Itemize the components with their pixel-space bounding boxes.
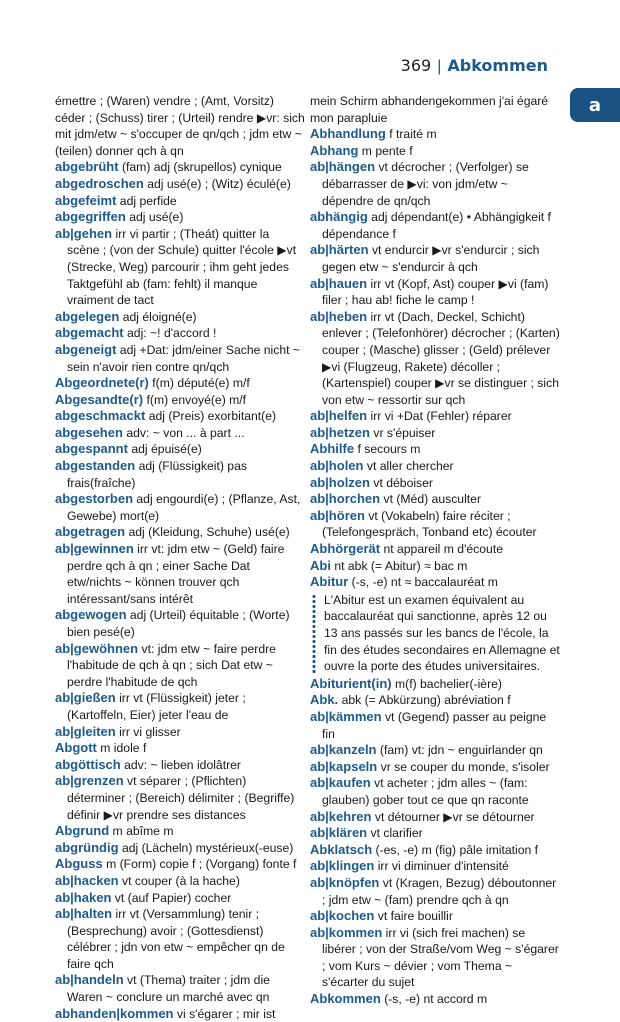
headword: ab|haken: [55, 889, 112, 905]
headword: Abhilfe: [310, 441, 355, 457]
dictionary-entry: [55, 491, 305, 524]
page-number: 369: [400, 56, 432, 75]
definition: irr vi glisser: [119, 724, 181, 739]
definition: adv: ~ lieben idolâtrer: [124, 757, 241, 772]
headword: abhängig: [310, 209, 368, 225]
dictionary-entry: [310, 875, 560, 908]
headword: Abgott: [55, 740, 97, 756]
dictionary-entry: [55, 408, 305, 425]
definition: m(f) bachelier(-ière): [394, 676, 502, 691]
dictionary-entry: [310, 242, 560, 275]
dictionary-entry: [55, 840, 305, 857]
dictionary-entry: [310, 858, 560, 875]
definition: adj (Urteil) équitable ; (Worte) bien pesé(e): [67, 608, 290, 639]
dictionary-entry: [55, 342, 305, 375]
headword: Abgrund: [55, 823, 110, 839]
headword: ab|gehen: [55, 225, 113, 241]
dictionary-entry: [55, 773, 305, 823]
headword: Abhang: [310, 142, 359, 158]
definition: irr vt (Flüssigkeit) jeter ; (Kartoffeln, Eier) jeter l'eau de: [67, 691, 246, 722]
headword: ab|heben: [310, 308, 368, 324]
headword: ab|kommen: [310, 924, 383, 940]
dictionary-entry: [310, 508, 560, 541]
dictionary-entry: [310, 759, 560, 776]
headword: ab|kehren: [310, 808, 372, 824]
definition: mein Schirm abhandengekommen j'ai égaré mon parapluie: [310, 94, 549, 125]
dictionary-entry: [310, 441, 560, 458]
dictionary-entry: [55, 740, 305, 757]
headword: abgedroschen: [55, 175, 144, 191]
definition: m idole f: [100, 741, 147, 756]
definition: adj dépendant(e) • Abhängigkeit f dépendance f: [322, 210, 551, 241]
definition: vt séparer ; (Pflichten) déterminer ; (Bereich) délimiter ; (Begriffe) définir ▶vr prendre ses distances: [67, 774, 295, 822]
headword: ab|härten: [310, 242, 369, 258]
definition: f traité m: [389, 127, 437, 142]
definition: vr s'épuiser: [373, 425, 436, 440]
dictionary-entry: [310, 925, 560, 991]
definition: m pente f: [361, 143, 413, 158]
headword: ab|gießen: [55, 690, 116, 706]
dictionary-entry: [310, 93, 560, 126]
headword: abgespannt: [55, 441, 128, 457]
dictionary-entry: [55, 757, 305, 774]
headword: abgestorben: [55, 491, 134, 507]
definition: adj engourdi(e) ; (Pflanze, Ast, Gewebe) mort(e): [67, 492, 301, 523]
dictionary-entry: [55, 724, 305, 741]
dictionary-entry: [55, 890, 305, 907]
dictionary-entry: [55, 159, 305, 176]
headword: ab|holzen: [310, 474, 370, 490]
definition: adv: ~ von ... à part ...: [126, 425, 245, 440]
dictionary-entry: [310, 574, 560, 591]
headword: ab|kochen: [310, 908, 375, 924]
guide-word: Abkommen: [447, 56, 548, 75]
headword: abhanden|kommen: [55, 1005, 174, 1021]
headword: Abhandlung: [310, 126, 386, 142]
headword: ab|kapseln: [310, 758, 378, 774]
dictionary-entry: [310, 991, 560, 1008]
definition: irr vt (Versammlung) tenir ; (Besprechung) avoir ; (Gottesdienst) célébrer ; jdn von etw ~ empêcher qn de faire qch: [67, 907, 285, 971]
definition: vr se couper du monde, s'isoler: [380, 759, 550, 774]
definition: adj usé(e): [129, 210, 184, 225]
dictionary-entry: [310, 775, 560, 808]
definition: vt endurcir ▶vr s'endurcir ; sich gegen etw ~ s'endurcir à qch: [322, 243, 540, 274]
headword: abgegriffen: [55, 209, 126, 225]
definition: nt abk (= Abitur) ≈ bac m: [334, 558, 468, 573]
headword: ab|kaufen: [310, 775, 371, 791]
headword: ab|hacken: [55, 872, 119, 888]
dictionary-entry: [310, 458, 560, 475]
definition: vi s'égarer ; mir ist: [176, 1006, 276, 1021]
headword: abgründig: [55, 839, 119, 855]
headword: ab|klingen: [310, 858, 375, 874]
headword: ab|hauen: [310, 275, 368, 291]
headword: abgebrüht: [55, 159, 119, 175]
headword: ab|hetzen: [310, 424, 370, 440]
headword: Abgesandte(r): [55, 391, 144, 407]
headword: ab|klären: [310, 825, 368, 841]
dictionary-entry: [55, 856, 305, 873]
dictionary-entry: [310, 126, 560, 143]
headword: ab|grenzen: [55, 773, 124, 789]
headword: ab|hören: [310, 507, 365, 523]
definition: adj (Flüssigkeit) pas frais(fraîche): [67, 459, 247, 490]
headword: abgestanden: [55, 458, 136, 474]
dictionary-entry: [310, 425, 560, 442]
definition: nt appareil m d'écoute: [383, 542, 503, 557]
headword: ab|kanzeln: [310, 742, 377, 758]
definition: (fam) adj (skrupellos) cynique: [121, 160, 282, 175]
headword: Abitur: [310, 574, 349, 590]
headword: Abguss: [55, 856, 103, 872]
headword: ab|handeln: [55, 972, 124, 988]
definition: irr vt (Kopf, Ast) couper ▶vi (fam) filer ; hau ab! fiche le camp !: [322, 276, 549, 308]
dictionary-entry: [55, 541, 305, 607]
dictionary-entry: [55, 93, 305, 159]
dictionary-entry: [55, 425, 305, 442]
dictionary-entry: [310, 408, 560, 425]
definition: abk (= Abkürzung) abréviation f: [341, 693, 511, 708]
headword: ab|knöpfen: [310, 874, 380, 890]
definition: f(m) envoyé(e) m/f: [146, 392, 247, 407]
dictionary-entry: [55, 176, 305, 193]
headword: abgöttisch: [55, 756, 121, 772]
dictionary-entry: [55, 441, 305, 458]
dictionary-entry: [310, 491, 560, 508]
dictionary-entry: [310, 276, 560, 309]
dictionary-entry: [310, 541, 560, 558]
headword: abgefeimt: [55, 192, 117, 208]
dictionary-entry: [55, 823, 305, 840]
dictionary-entry: [55, 325, 305, 342]
dictionary-entry: [310, 908, 560, 925]
definition: adj éloigné(e): [122, 309, 197, 324]
definition: adj: ~! d'accord !: [127, 326, 217, 341]
headword: Abkommen: [310, 991, 381, 1007]
definition: adj épuisé(e): [131, 442, 202, 457]
dictionary-entry: [310, 742, 560, 759]
definition: irr vi +Dat (Fehler) réparer: [370, 409, 512, 424]
headword: ab|kämmen: [310, 708, 382, 724]
headword: abgewogen: [55, 607, 127, 623]
right-column: [310, 93, 560, 1008]
header-separator: |: [437, 58, 442, 75]
dictionary-entry: [55, 873, 305, 890]
headword: ab|halten: [55, 906, 113, 922]
definition: vt (Méd) ausculter: [383, 492, 482, 507]
headword: ab|gewöhnen: [55, 640, 139, 656]
definition: f secours m: [357, 442, 421, 457]
dictionary-entry: [55, 392, 305, 409]
definition: vt (Vokabeln) faire réciter ; (Telefongespräch, Tonband etc) écouter: [322, 508, 537, 540]
dictionary-entry: [55, 972, 305, 1005]
headword: ab|holen: [310, 458, 364, 474]
dictionary-entry: [55, 458, 305, 491]
definition: adj (Lächeln) mystérieux(-euse): [121, 840, 294, 855]
dictionary-entry: [310, 709, 560, 742]
definition: émettre ; (Waren) vendre ; (Amt, Vorsitz) céder ; (Schuss) tirer ; (Urteil) rendre ▶vr: sich mit jdm/etw ~ s'occuper de qn/qch ; jdm etw ~ (teilen) donner qch à qn: [55, 94, 305, 158]
left-column: [55, 93, 305, 1022]
definition: irr vi partir ; (Theát) quitter la scène ; (von der Schule) quitter l'école ▶vt (Strecke, Weg) parcourir ; ihm geht jedes Taktgefühl ab (fam: fehlt) il manque vraiment de tact: [67, 226, 297, 308]
definition: vt couper (à la hache): [122, 873, 240, 888]
definition: vt (Gegend) passer au peigne fin: [322, 709, 547, 741]
headword: ab|helfen: [310, 408, 368, 424]
definition: vt décrocher ; (Verfolger) se débarrasser de ▶vi: von jdm/etw ~ dépendre de qn/qch: [322, 160, 529, 208]
definition: vt (auf Papier) cocher: [114, 890, 232, 905]
headword: Abiturient(in): [310, 675, 392, 691]
definition: irr vi diminuer d'intensité: [377, 859, 509, 874]
definition: vt acheter ; jdm alles ~ (fam: glauben) gober tout ce que qn raconte: [322, 776, 529, 807]
dictionary-entry: [55, 641, 305, 691]
headword: ab|gleiten: [55, 723, 116, 739]
dictionary-entry: [55, 226, 305, 309]
running-header: [401, 56, 548, 80]
headword: ab|horchen: [310, 491, 381, 507]
definition: vt (Thema) traiter ; jdm die Waren ~ conclure un marché avec qn: [67, 973, 270, 1005]
definition: vt détourner ▶vr se détourner: [374, 809, 535, 824]
definition: vt déboiser: [373, 475, 433, 490]
dictionary-entry: [310, 692, 560, 709]
usage-note: [310, 592, 560, 675]
definition: vt faire bouillir: [377, 909, 453, 924]
dictionary-entry: [55, 906, 305, 972]
definition: vt clarifier: [370, 826, 423, 841]
dictionary-entry: [55, 193, 305, 210]
dictionary-entry: [55, 607, 305, 640]
headword: Abi: [310, 557, 331, 573]
thumb-index-tab: a: [570, 88, 620, 122]
definition: vt: jdm etw ~ faire perdre l'habitude de qch à qn ; sich Dat etw ~ perdre l'habitude de qch: [67, 641, 276, 689]
headword: Abklatsch: [310, 841, 373, 857]
headword: abgemacht: [55, 325, 124, 341]
definition: irr vt: jdm etw ~ (Geld) faire perdre qch à qn ; einer Sache Dat etw/nichts ~ können trouver qch intéressant/sans intérêt: [67, 542, 285, 606]
dictionary-entry: [55, 309, 305, 326]
headword: Abgeordnete(r): [55, 375, 149, 391]
dictionary-entry: [310, 809, 560, 826]
definition: adj perfide: [119, 193, 177, 208]
definition: f(m) député(e) m/f: [152, 376, 250, 391]
headword: ab|hängen: [310, 159, 376, 175]
headword: abgeschmackt: [55, 408, 146, 424]
definition: irr vt (Dach, Deckel, Schicht) enlever ; (Telefonhörer) décrocher ; (Karten) couper ; (Masche) glisser ; (Geld) prélever ▶vi (Flugzeug, Rakete) décoller ; (Kartenspiel) couper ▶vr se distinguer ; sich von etw ~ ressortir sur qch: [322, 309, 560, 407]
definition: m abîme m: [112, 824, 174, 839]
dictionary-entry: [55, 524, 305, 541]
definition: adj +Dat: jdm/einer Sache nicht ~ sein n'avoir rien contre qn/qch: [67, 342, 301, 374]
dictionary-entry: [310, 143, 560, 160]
definition: adj usé(e) ; (Witz) éculé(e): [147, 176, 291, 191]
definition: (fam) vt: jdn ~ enguirlander qn: [379, 743, 543, 758]
dictionary-entry: [55, 209, 305, 226]
definition: adj (Kleidung, Schuhe) usé(e): [128, 525, 290, 540]
definition: vt (Kragen, Bezug) déboutonner ; jdm etw ~ (fam) prendre qch à qn: [322, 875, 557, 907]
headword: abgesehen: [55, 424, 123, 440]
dictionary-entry: [55, 1006, 305, 1022]
definition: (-s, -e) nt accord m: [384, 992, 488, 1007]
headword: abgelegen: [55, 308, 120, 324]
dictionary-entry: [310, 209, 560, 242]
dictionary-entry: [310, 842, 560, 859]
definition: vt aller chercher: [366, 459, 454, 474]
headword: abgetragen: [55, 524, 126, 540]
definition: irr vi (sich frei machen) se libérer ; von der Straße/vom Weg ~ s'égarer ; vom Kurs ~ dévier ; vom Thema ~ s'écarter du sujet: [322, 925, 559, 990]
headword: abgeneigt: [55, 341, 117, 357]
dictionary-entry: [310, 309, 560, 409]
definition: adj (Preis) exorbitant(e): [148, 409, 277, 424]
definition: (-es, -e) m (fig) pâle imitation f: [375, 842, 539, 857]
dictionary-entry: [55, 375, 305, 392]
dictionary-entry: [310, 676, 560, 693]
dictionary-entry: [55, 690, 305, 723]
definition: (-s, -e) nt ≈ baccalauréat m: [351, 575, 498, 590]
headword: Abk.: [310, 692, 339, 708]
headword: Abhörgerät: [310, 541, 381, 557]
note-text: L'Abitur est un examen équivalent au baccalauréat qui sanctionne, après 12 ou 13 ans passés sur les bancs de l'école, la fin des études secondaires en Allemagne et ouvre la porte des études universitaires.: [324, 592, 560, 674]
dictionary-entry: [310, 825, 560, 842]
dictionary-entry: [310, 558, 560, 575]
dictionary-entry: [310, 475, 560, 492]
headword: ab|gewinnen: [55, 541, 134, 557]
definition: m (Form) copie f ; (Vorgang) fonte f: [106, 857, 297, 872]
dictionary-entry: [310, 159, 560, 209]
